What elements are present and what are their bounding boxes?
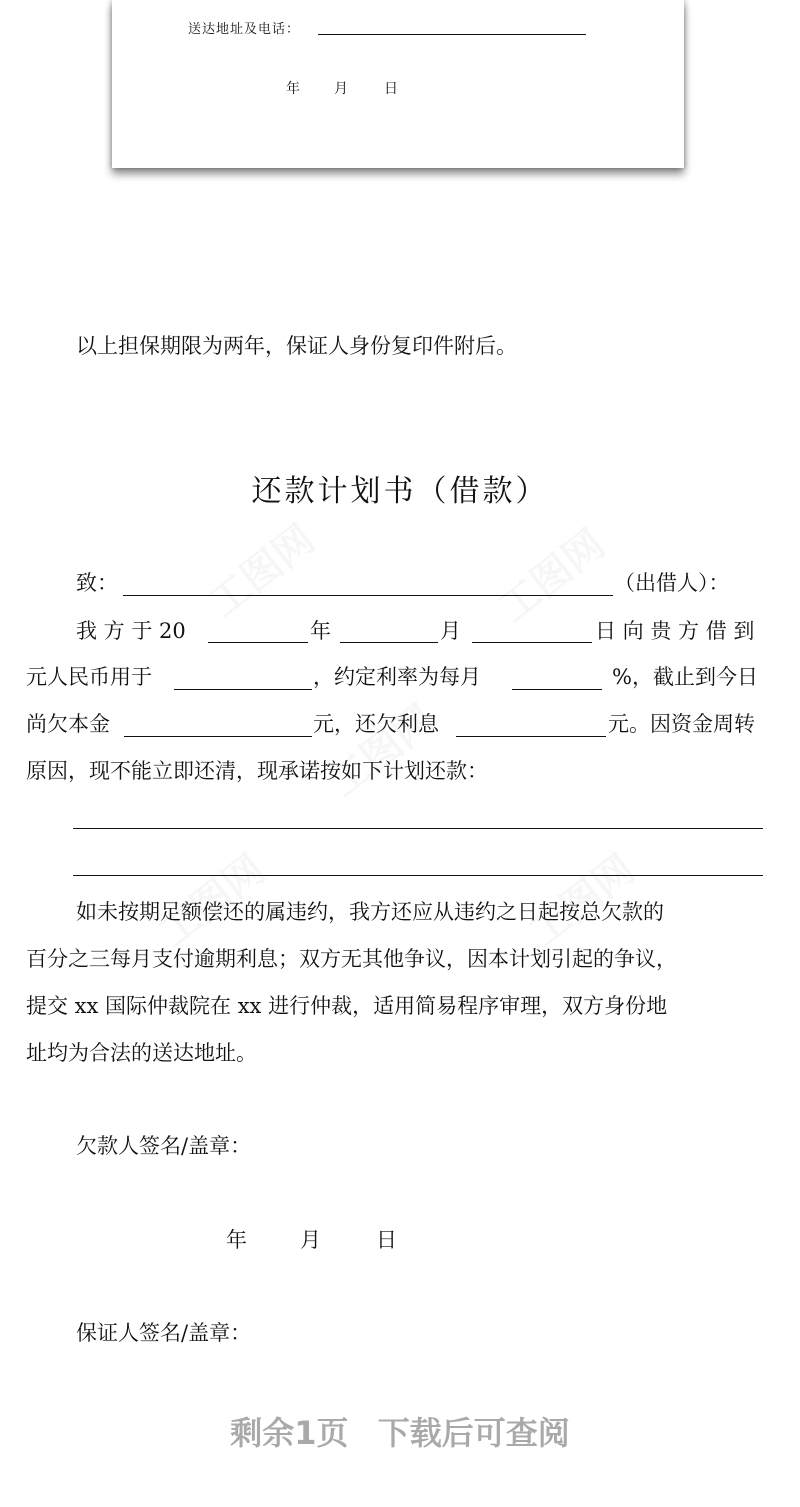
body-line4: 原因，现不能立即还清，现承诺按如下计划还款：	[26, 759, 488, 783]
breach-clause-line-2: 百分之三每月支付逾期利息；双方无其他争议，因本计划引起的争议，	[26, 947, 677, 971]
repayment-plan-blank-1	[73, 828, 763, 829]
body-line2-end: %，截止到今日	[612, 665, 758, 689]
breach-clause-line-3: 提交 xx 国际仲裁院在 xx 进行仲裁，适用简易程序审理，双方身份地	[26, 994, 668, 1018]
lender-name-blank	[123, 595, 613, 596]
watermark-logo	[315, 689, 445, 808]
body-line1-start: 我 方 于 20	[76, 619, 186, 643]
body-line1-year: 年	[310, 619, 331, 643]
repayment-plan-blank-2	[73, 875, 763, 876]
body-line2-start: 元人民币用于	[26, 665, 152, 689]
card-date-year: 年	[286, 81, 300, 97]
body-line3-start: 尚欠本金	[26, 712, 110, 736]
watermark-logo	[485, 514, 615, 633]
debtor-signature-label: 欠款人签名/盖章：	[76, 1134, 252, 1158]
breach-clause-line-4: 址均为合法的送达地址。	[26, 1041, 257, 1065]
watermark-logo	[195, 509, 325, 628]
guarantee-note: 以上担保期限为两年，保证人身份复印件附后。	[76, 334, 517, 358]
body-line3-mid: 元，还欠利息	[313, 712, 439, 736]
to-suffix: （出借人）：	[614, 571, 730, 595]
card-date-day: 日	[384, 81, 398, 97]
body-line1-month: 月	[440, 619, 461, 643]
address-phone-blank	[318, 34, 586, 35]
body-line2-mid: ，约定利率为每月	[313, 665, 481, 689]
to-prefix: 致：	[76, 571, 118, 595]
body-line3-end: 元。因资金周转	[608, 712, 755, 736]
document-title: 还款计划书（借款）	[251, 474, 549, 509]
date-month: 月	[300, 1228, 321, 1252]
month-blank	[340, 642, 438, 643]
watermark-logo	[515, 839, 645, 958]
purpose-blank	[174, 689, 312, 690]
guarantor-signature-label: 保证人签名/盖章：	[76, 1321, 252, 1345]
interest-rate-blank	[512, 689, 602, 690]
download-prompt[interactable]: 剩余1页 下载后可查阅	[230, 1414, 570, 1452]
day-blank	[472, 642, 592, 643]
date-day: 日	[376, 1228, 397, 1252]
breach-clause-line-1: 如未按期足额偿还的属违约，我方还应从违约之日起按总欠款的	[76, 900, 664, 924]
card-date-month: 月	[334, 81, 348, 97]
watermark-logo	[145, 839, 275, 958]
address-phone-label: 送达地址及电话：	[188, 22, 301, 37]
principal-blank	[124, 736, 312, 737]
previous-page-card	[112, 0, 684, 168]
interest-owed-blank	[456, 736, 606, 737]
date-year: 年	[226, 1228, 247, 1252]
year-blank	[208, 642, 308, 643]
body-line1-end: 日 向 贵 方 借 到	[595, 619, 755, 643]
